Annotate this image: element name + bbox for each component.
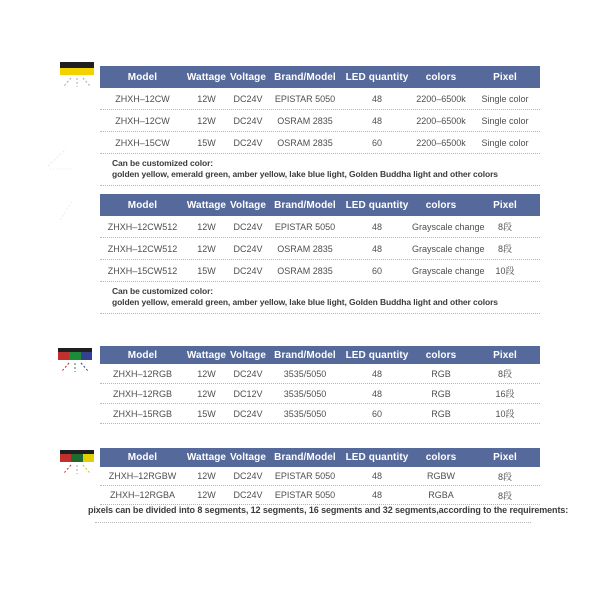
table-cell: OSRAM 2835 — [277, 265, 333, 276]
table-cell: DC12V — [233, 388, 263, 399]
table-cell: 10段 — [495, 266, 515, 276]
table-cell: 2200–6500k — [416, 93, 466, 104]
table-rgbw-rgba — [100, 448, 540, 505]
table-cell: DC24V — [233, 93, 263, 104]
table-cell: 12W — [197, 368, 216, 379]
column-header-led-quantity: LED quantity — [345, 71, 409, 83]
customized-color-note — [100, 154, 540, 186]
table-row — [100, 216, 540, 238]
column-header-wattage: Wattage — [186, 349, 227, 361]
note-title: Can be customized color: — [112, 158, 214, 168]
column-header-led-quantity: LED quantity — [345, 452, 409, 463]
table-cell: 8段 — [497, 222, 512, 232]
table-cell: 48 — [371, 490, 382, 500]
light-rays-icon — [60, 463, 94, 475]
table-cell: 60 — [371, 265, 382, 276]
table-rgb — [100, 346, 540, 424]
table-cell: 48 — [371, 221, 382, 232]
faint-watermark — [56, 198, 78, 229]
column-header-model: Model — [127, 452, 158, 463]
table-row — [100, 260, 540, 282]
column-header-brand: Brand/Model — [274, 199, 336, 211]
table-cell: EPISTAR 5050 — [274, 93, 336, 104]
lamp-lens — [60, 68, 94, 75]
table-cell: DC24V — [233, 368, 263, 379]
column-header-brand: Brand/Model — [274, 71, 336, 83]
table-cell: 8段 — [497, 490, 512, 501]
column-header-led-quantity: LED quantity — [345, 199, 409, 211]
pixel-segments-note: pixels can be divided into 8 segments, 12 segments, 16 segments and 32 segments,according to the requirements: — [88, 505, 569, 515]
table-cell: Grayscale change — [412, 243, 485, 254]
table-cell: 15W — [197, 137, 216, 148]
table-cell: DC24V — [233, 115, 263, 126]
table-cell: 15W — [197, 408, 216, 419]
column-header-wattage: Wattage — [186, 452, 227, 463]
table-cell: EPISTAR 5050 — [274, 471, 336, 481]
table-cell: 48 — [371, 471, 382, 481]
table-cell: ZHXH–12RGBA — [109, 490, 176, 500]
table-cell: DC24V — [233, 408, 263, 419]
lamp-lens — [58, 352, 92, 360]
table-row — [100, 238, 540, 260]
table-cell: ZHXH–12CW — [115, 93, 170, 104]
table-cell: OSRAM 2835 — [277, 243, 333, 254]
table-row — [100, 88, 540, 110]
table-cell: Single color — [481, 115, 529, 126]
table-cell: 12W — [197, 93, 216, 104]
table-cell: 2200–6500k — [416, 137, 466, 148]
table-row — [100, 486, 540, 505]
table-cell: Single color — [481, 93, 529, 104]
table-cell: 3535/5050 — [283, 388, 327, 399]
column-header-voltage: Voltage — [229, 71, 267, 83]
table-cell: ZHXH–12RGB — [112, 388, 173, 399]
note-body: golden yellow, emerald green, amber yellow, lake blue light, Golden Buddha light and other colors — [112, 169, 498, 179]
faint-watermark — [44, 146, 74, 175]
light-rays-icon — [58, 361, 92, 373]
rgbw-light-icon — [60, 450, 94, 475]
table-header-row — [100, 448, 540, 467]
table-cell: ZHXH–12RGB — [112, 368, 173, 379]
table-cell: RGB — [431, 388, 451, 399]
table-cell: ZHXH–12CW512 — [107, 243, 178, 254]
table-cell: 60 — [371, 408, 382, 419]
table-cell: 3535/5050 — [283, 408, 327, 419]
table-cell: 12W — [197, 471, 216, 481]
table-cell: 8段 — [497, 369, 512, 379]
column-header-wattage: Wattage — [186, 71, 227, 83]
table-cell: DC24V — [233, 265, 263, 276]
table-cell: 12W — [197, 115, 216, 126]
table-cell: 8段 — [497, 244, 512, 254]
lens-segment-red — [58, 352, 69, 360]
dotted-divider — [95, 522, 531, 523]
note-title: Can be customized color: — [112, 286, 214, 296]
note-body: golden yellow, emerald green, amber yellow, lake blue light, Golden Buddha light and other colors — [112, 297, 498, 307]
column-header-led-quantity: LED quantity — [345, 349, 409, 361]
column-header-colors: colors — [425, 199, 457, 211]
table-cell: OSRAM 2835 — [277, 115, 333, 126]
table-header-row — [100, 346, 540, 364]
table-cell: 12W — [197, 243, 216, 254]
table-cell: RGBW — [427, 471, 455, 481]
table-single-color — [100, 66, 540, 186]
table-cell: Single color — [481, 137, 529, 148]
table-cell: 16段 — [495, 389, 515, 399]
table-cell: 48 — [371, 93, 382, 104]
table-header-row — [100, 194, 540, 216]
lens-segment — [60, 68, 94, 75]
table-cell: 60 — [371, 137, 382, 148]
column-header-model: Model — [127, 199, 158, 211]
table-cell: DC24V — [233, 137, 263, 148]
table-row — [100, 404, 540, 424]
table-cell: 12W — [197, 388, 216, 399]
table-cell: DC24V — [233, 490, 263, 500]
column-header-colors: colors — [425, 452, 457, 463]
lamp-lens — [60, 454, 94, 462]
table-cell: 48 — [371, 243, 382, 254]
column-header-model: Model — [127, 349, 158, 361]
table-cell: 8段 — [497, 471, 512, 482]
table-cell: ZHXH–15RGB — [112, 408, 173, 419]
lens-segment-blue — [81, 352, 92, 360]
table-cell: 12W — [197, 221, 216, 232]
table-cell: Grayscale change — [412, 221, 485, 232]
table-cell: ZHXH–15CW — [115, 137, 170, 148]
table-cell: ZHXH–12CW — [115, 115, 170, 126]
column-header-voltage: Voltage — [229, 199, 267, 211]
lens-segment-red — [60, 454, 71, 462]
table-cell: RGB — [431, 368, 451, 379]
table-cell: RGBA — [428, 490, 454, 500]
table-row — [100, 110, 540, 132]
column-header-model: Model — [127, 71, 158, 83]
table-cell: ZHXH–12CW512 — [107, 221, 178, 232]
table-cell: 48 — [371, 388, 382, 399]
lens-segment-yellow — [83, 454, 94, 462]
table-cell: Grayscale change — [412, 265, 485, 276]
table-cell: DC24V — [233, 243, 263, 254]
table-row — [100, 132, 540, 154]
table-row — [100, 364, 540, 384]
table-cell: OSRAM 2835 — [277, 137, 333, 148]
column-header-voltage: Voltage — [229, 349, 267, 361]
column-header-colors: colors — [425, 349, 457, 361]
column-header-brand: Brand/Model — [274, 452, 336, 463]
table-cell: 10段 — [495, 409, 515, 419]
lens-segment-green — [69, 352, 80, 360]
column-header-pixel: Pixel — [493, 452, 517, 463]
light-rays-icon — [60, 76, 94, 88]
column-header-pixel: Pixel — [493, 349, 517, 361]
table-cell: DC24V — [233, 221, 263, 232]
column-header-voltage: Voltage — [229, 452, 267, 463]
table-cell: 48 — [371, 368, 382, 379]
column-header-brand: Brand/Model — [274, 349, 336, 361]
table-cell: EPISTAR 5050 — [274, 490, 336, 500]
table-cell: ZHXH–12RGBW — [108, 471, 177, 481]
column-header-colors: colors — [425, 71, 457, 83]
table-cell: EPISTAR 5050 — [274, 221, 336, 232]
single-color-light-icon — [60, 62, 94, 88]
table-row — [100, 467, 540, 486]
table-cell: 12W — [197, 490, 216, 500]
table-cell: DC24V — [233, 471, 263, 481]
table-cell: 2200–6500k — [416, 115, 466, 126]
customized-color-note — [100, 282, 540, 314]
table-row — [100, 384, 540, 404]
column-header-pixel: Pixel — [493, 71, 517, 83]
column-header-wattage: Wattage — [186, 199, 227, 211]
table-cell: 15W — [197, 265, 216, 276]
table-grayscale-change — [100, 194, 540, 314]
lens-segment-green — [71, 454, 82, 462]
column-header-pixel: Pixel — [493, 199, 517, 211]
table-cell: 48 — [371, 115, 382, 126]
table-header-row — [100, 66, 540, 88]
table-cell: ZHXH–15CW512 — [107, 265, 178, 276]
table-cell: RGB — [431, 408, 451, 419]
rgb-light-icon — [58, 348, 92, 373]
table-cell: 3535/5050 — [283, 368, 327, 379]
